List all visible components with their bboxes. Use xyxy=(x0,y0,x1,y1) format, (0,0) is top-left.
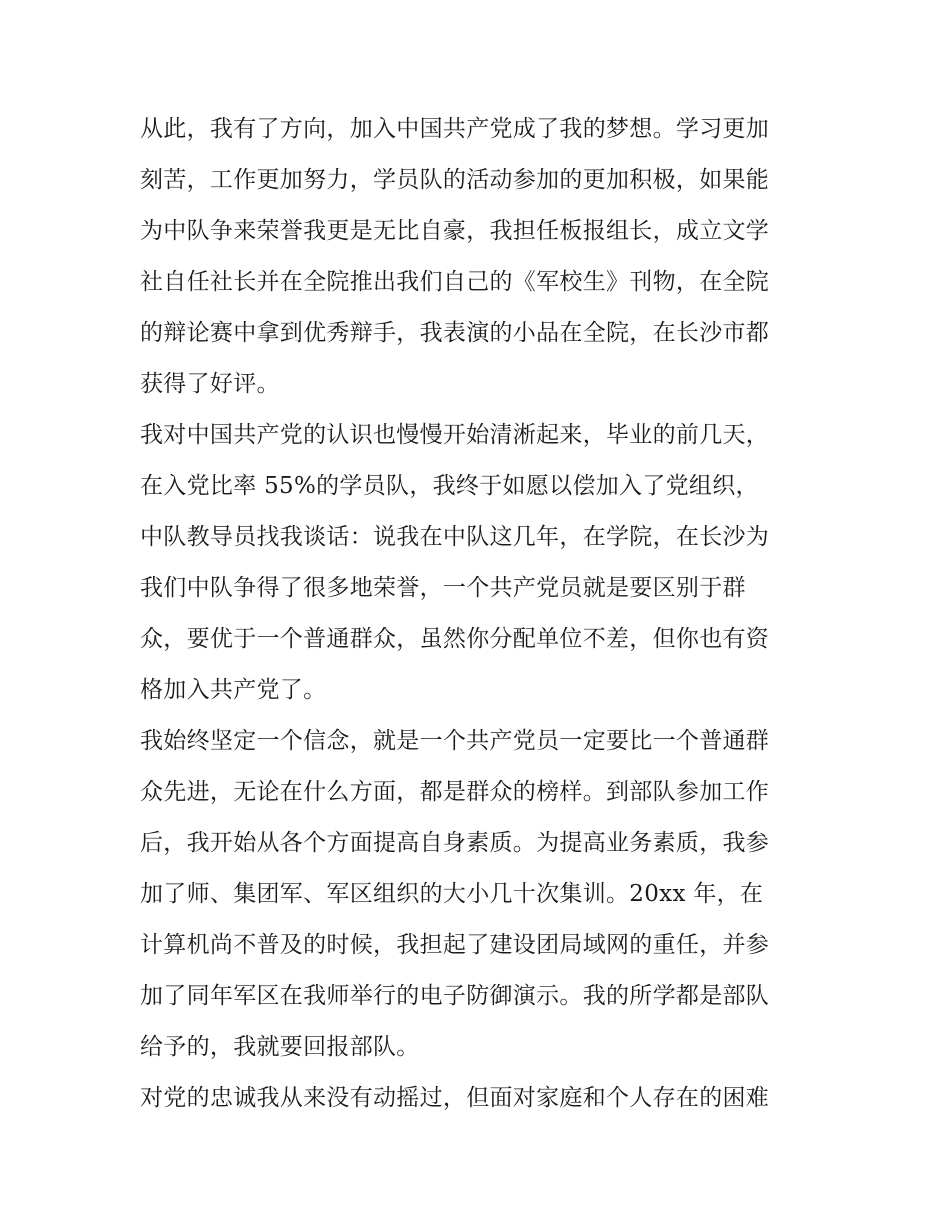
text-line: 众先进，无论在什么方面，都是群众的榜样。到部队参加工作 xyxy=(140,779,770,805)
text-line: 众，要优于一个普通群众，虽然你分配单位不差，但你也有资 xyxy=(140,626,770,652)
text-line: 的辩论赛中拿到优秀辩手，我表演的小品在全院，在长沙市都 xyxy=(140,320,770,346)
text-line: 在入党比率 55%的学员队，我终于如愿以偿加入了党组织， xyxy=(140,473,759,499)
text-line: 对党的忠诚我从来没有动摇过，但面对家庭和个人存在的困难 xyxy=(140,1085,770,1111)
text-line: 加了同年军区在我师举行的电子防御演示。我的所学都是部队 xyxy=(140,983,770,1009)
text-line: 从此，我有了方向，加入中国共产党成了我的梦想。学习更加 xyxy=(140,116,770,142)
body-text xyxy=(140,104,830,1124)
text-line: 我对中国共产党的认识也慢慢开始清淅起来，毕业的前几天， xyxy=(140,422,770,448)
text-line: 获得了好评。 xyxy=(140,371,280,397)
text-line: 计算机尚不普及的时候，我担起了建设团局域网的重任，并参 xyxy=(140,932,770,958)
text-line: 后，我开始从各个方面提高自身素质。为提高业务素质，我参 xyxy=(140,830,770,856)
text-line: 我们中队争得了很多地荣誉，一个共产党员就是要区别于群 xyxy=(140,575,746,601)
text-line: 加了师、集团军、军区组织的大小几十次集训。20xx 年，在 xyxy=(140,881,764,907)
text-line: 中队教导员找我谈话：说我在中队这几年，在学院，在长沙为 xyxy=(140,524,770,550)
text-line: 为中队争来荣誉我更是无比自豪，我担任板报组长，成立文学 xyxy=(140,218,770,244)
text-line: 我始终坚定一个信念，就是一个共产党员一定要比一个普通群 xyxy=(140,728,770,754)
text-line: 格加入共产党了。 xyxy=(140,677,327,703)
text-line: 给予的，我就要回报部队。 xyxy=(140,1034,420,1060)
text-line: 刻苦，工作更加努力，学员队的活动参加的更加积极，如果能 xyxy=(140,167,770,193)
text-line: 社自任社长并在全院推出我们自己的《军校生》刊物，在全院 xyxy=(140,269,770,295)
